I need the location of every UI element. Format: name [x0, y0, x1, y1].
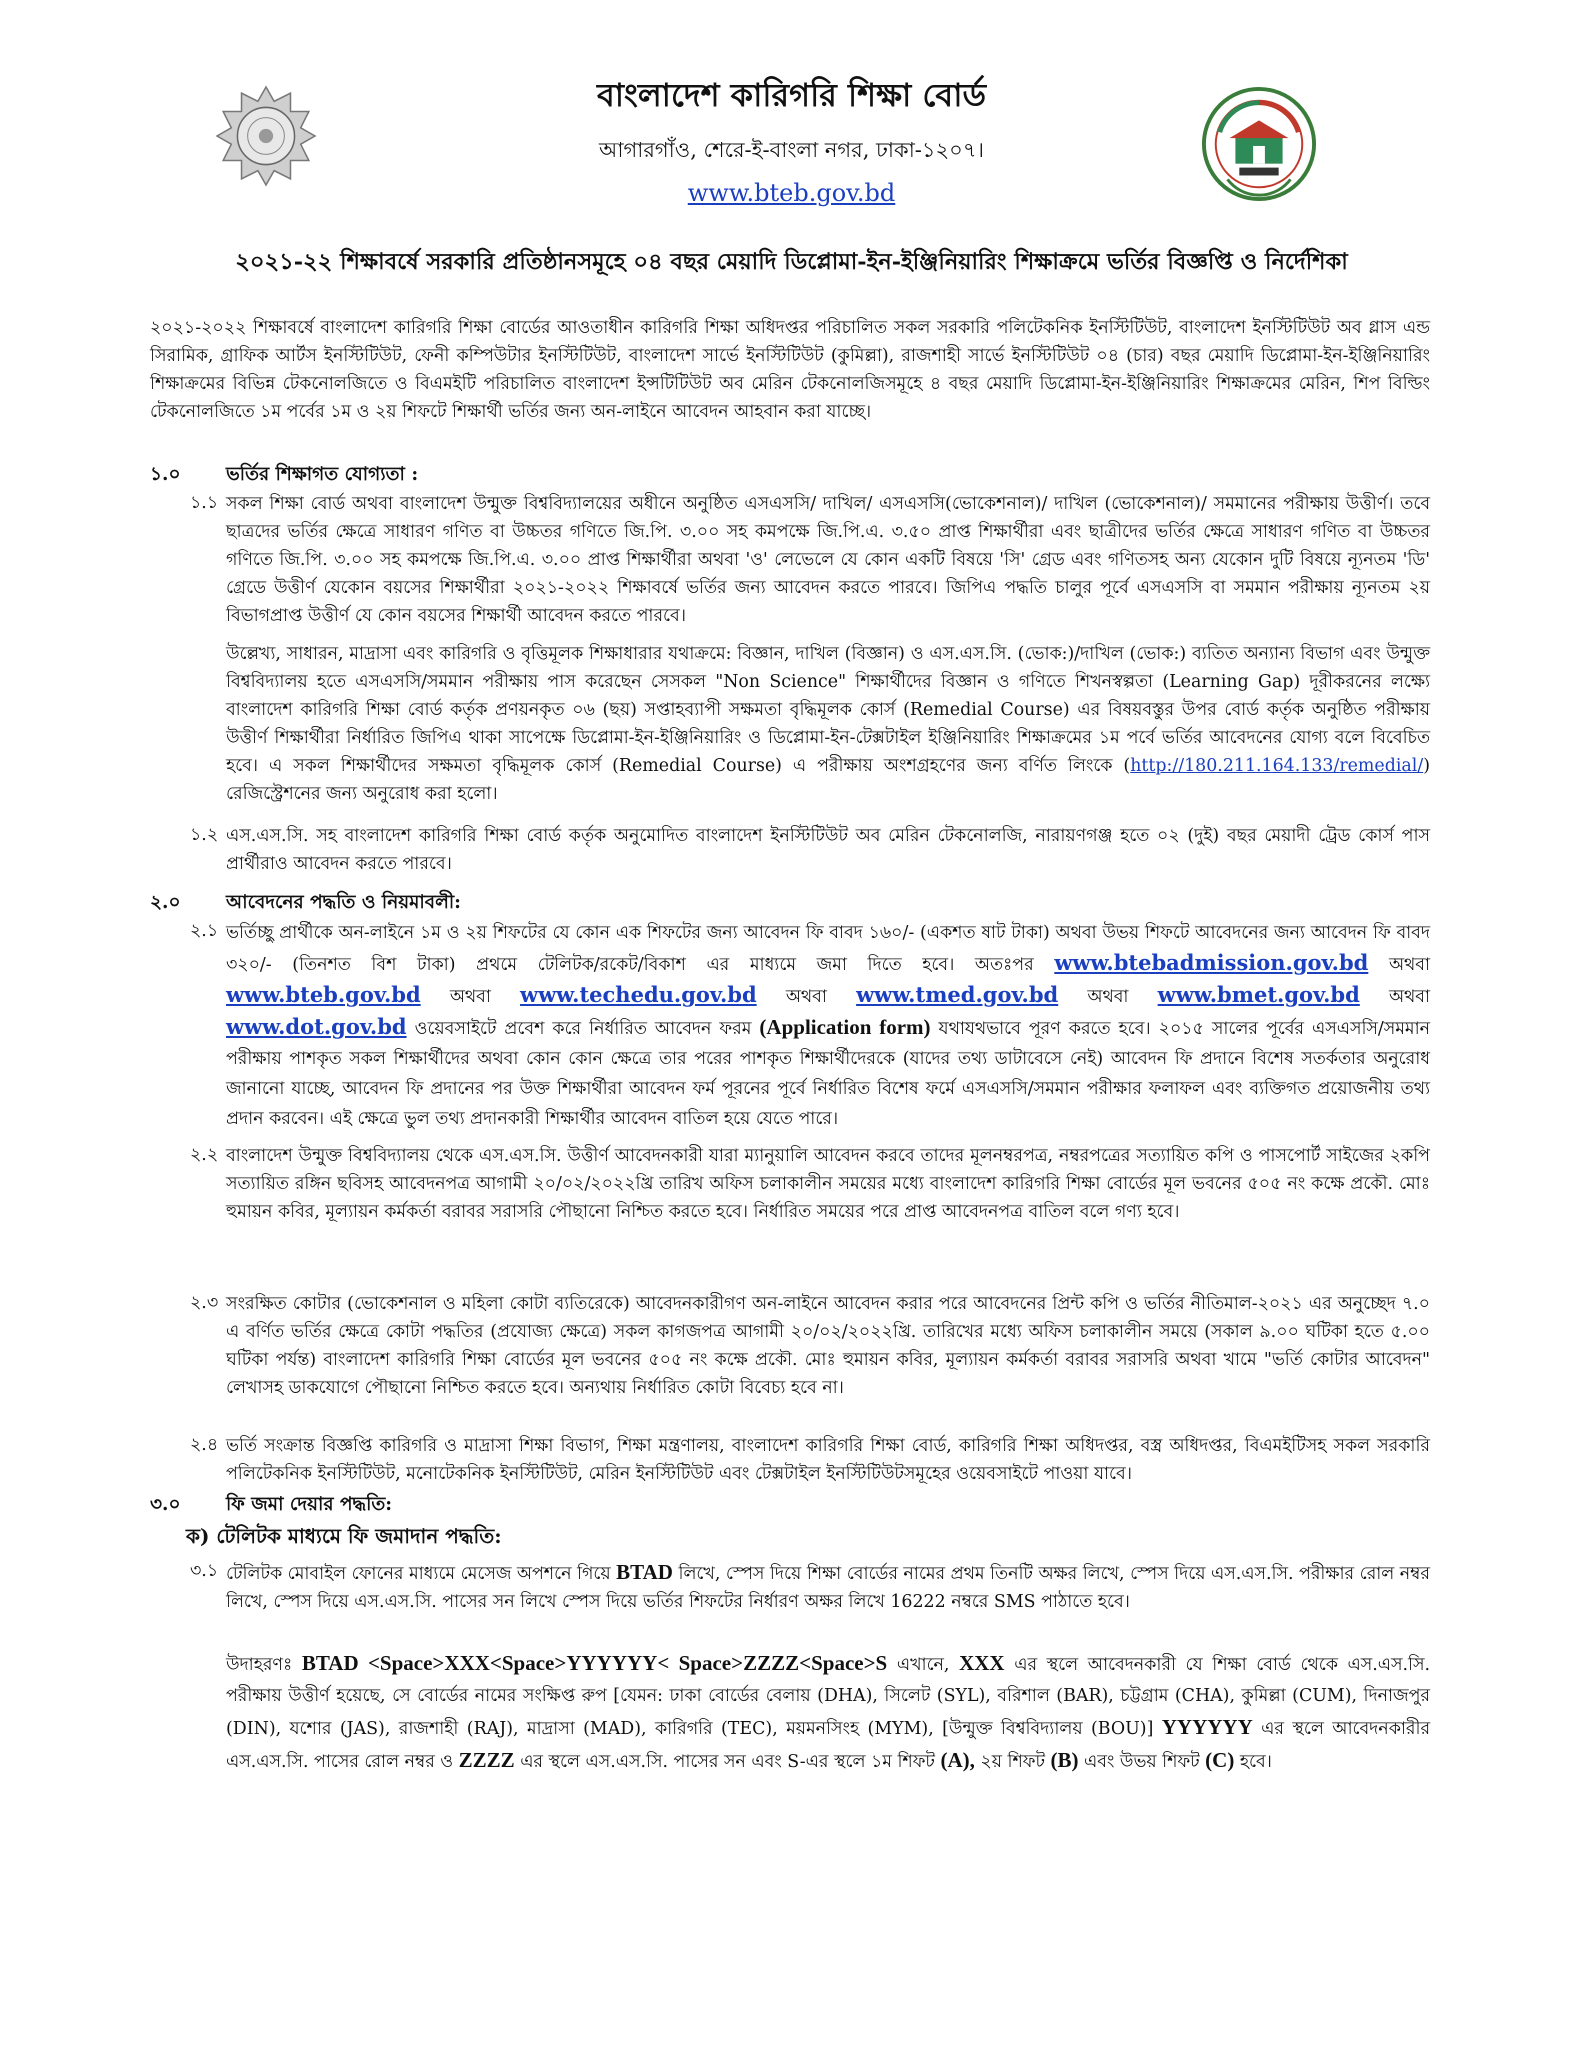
application-form-label: (Application form) — [759, 1015, 931, 1039]
clause-3-1-part2: লিখে, স্পেস দিয়ে শিক্ষা বোর্ডের নামের প্রথম তিনটি অক্ষর লিখে, স্পেস দিয়ে এস.এস.সি. পরীক্ষার রোল নম্বর লিখে, স্পেস দিয়ে এস.এস.সি. পাসের সন লিখে স্পেস দিয়ে ভর্তির শিফটের নির্ধারণ অক্ষর লিখে 16222 নম্বরে SMS পাঠাতে হবে। — [226, 1564, 1430, 1612]
clause-2-1-text — [226, 918, 1430, 1134]
clause-2-4-number: ২.৪ — [190, 1435, 219, 1455]
letterhead — [0, 70, 1583, 207]
bteb-link[interactable]: www.bteb.gov.bd — [226, 982, 421, 1007]
clause-2-1-part2: ওয়েবসাইটে প্রবেশ করে নির্ধারিত আবেদন ফরম — [414, 1019, 752, 1039]
or-text-2: অথবা — [449, 987, 491, 1007]
section-1-number: ১.০ — [150, 464, 181, 485]
bmet-link[interactable]: www.bmet.gov.bd — [1157, 982, 1360, 1007]
example-part1: এখানে, — [896, 1655, 950, 1675]
yyyyyy-code: YYYYYY — [1161, 1715, 1253, 1739]
clause-2-1-part3: যথাযথভাবে পূরণ করতে হবে। ২০১৫ সালের পূর্বের এসএসসি/সমমান পরীক্ষায় পাশকৃত সকল শিক্ষার্থীদের অথবা কোন কোন ক্ষেত্রে তার পরের পাশকৃত শিক্ষার্থীদেরকে (যাদের তথ্য ডাটাবেসে নেই) আবেদন ফি প্রদানে বিশেষ সতর্কতার অনুরোধ জানানো যাচ্ছে, আবেদন ফি প্রদানের পর উক্ত শিক্ষার্থীরা আবেদন ফর্ম পূরনের পূর্বে নির্ধারিত বিশেষ ফর্মে এসএসসি/সমমান পরীক্ষার ফলাফল এবং ব্যক্তিগত প্রয়োজনীয় তথ্য প্রদান করবেন। এই ক্ষেত্রে ভুল তথ্য প্রদানকারী শিক্ষার্থীর আবেদন বাতিল হয়ে যেতে পারে। — [226, 1019, 1430, 1129]
intro-paragraph: ২০২১-২০২২ শিক্ষাবর্ষে বাংলাদেশ কারিগরি শিক্ষা বোর্ডের আওতাধীন কারিগরি শিক্ষা অধিদপ্তর পরিচালিত সকল সরকারি পলিটেকনিক ইনস্টিটিউট, বাংলাদেশ ইনস্টিটিউট অব গ্লাস এন্ড সিরামিক, গ্রাফিক আর্টস ইনস্টিটিউট, ফেনী কম্পিউটার ইনস্টিটিউট, বাংলাদেশ সার্ভে ইনস্টিটিউট (কুমিল্লা), রাজশাহী সার্ভে ইনস্টিটিউট ০৪ (চার) বছর মেয়াদি ডিপ্লোমা-ইন-ইঞ্জিনিয়ারিং শিক্ষাক্রমের বিভিন্ন টেকনোলজিতে ও বিএমইটি পরিচালিত বাংলাদেশ ইন্সটিটিউট অব মেরিন টেকনোলজিসমূহে ৪ বছর মেয়াদি ডিপ্লোমা-ইন-ইঞ্জিনিয়ারিং শিক্ষাক্রমের মেরিন, শিপ বিল্ডিং টেকনোলজিতে ১ম পর্বের ১ম ও ২য় শিফটে শিক্ষার্থী ভর্তির জন্য অন-লাইনে আবেদন আহবান করা যাচ্ছে। — [150, 318, 1430, 422]
section-2-number: ২.০ — [150, 892, 181, 913]
example-part3: এর স্থলে আবেদনকারীর এস.এস.সি. পাসের রোল নম্বর ও — [226, 1719, 1431, 1772]
section-1-heading: ভর্তির শিক্ষাগত যোগ্যতা : — [226, 464, 419, 485]
example-part6: এবং উভয় শিফট — [1083, 1752, 1200, 1772]
clause-2-1-part1: ভর্তিচ্ছু প্রার্থীকে অন-লাইনে ১ম ও ২য় শিফটের যে কোন এক শিফটের জন্য আবেদন ফি বাবদ ১৬০/- (একশত ষাট টাকা) অথবা উভয় শিফটে আবেদনের জন্য আবেদন ফি বাবদ ৩২০/- (তিনশত বিশ টাকা) প্রথমে টেলিটক/রকেট/বিকাশ এর মাধ্যমে জমা দিতে হবে। অতঃপর — [226, 923, 1430, 975]
sub-section-a-heading: ক) টেলিটক মাধ্যমে ফি জমাদান পদ্ধতি: — [186, 1524, 502, 1548]
clause-3-1-number: ৩.১ — [190, 1561, 219, 1581]
example-label: উদাহরণঃ — [226, 1655, 293, 1675]
organization-address: আগারগাঁও, শেরে-ই-বাংলা নগর, ঢাকা-১২০৭। — [599, 138, 984, 162]
note-text-part2: ) রেজিস্ট্রেশনের জন্য অনুরোধ করা হলো। — [226, 756, 1430, 804]
clause-2-1-number: ২.১ — [190, 921, 219, 941]
sms-example — [226, 1648, 1430, 1778]
section-2-heading: আবেদনের পদ্ধতি ও নিয়মাবলী: — [226, 892, 461, 913]
clause-2-3-number: ২.৩ — [190, 1293, 219, 1313]
clause-1-2-text: এস.এস.সি. সহ বাংলাদেশ কারিগরি শিক্ষা বোর্ড কর্তৃক অনুমোদিত বাংলাদেশ ইনস্টিটিউট অব মেরিন টেকনোলজি, নারায়ণগঞ্জ হতে ০২ (দুই) বছর মেয়াদী ট্রেড কোর্স পাস প্রার্থীরাও আবেদন করতে পারবে। — [226, 826, 1430, 874]
techedu-link[interactable]: www.techedu.gov.bd — [520, 982, 757, 1007]
dot-link[interactable]: www.dot.gov.bd — [226, 1014, 407, 1039]
notice-title: ২০২১-২২ শিক্ষাবর্ষে সরকারি প্রতিষ্ঠানসমূহে ০৪ বছর মেয়াদি ডিপ্লোমা-ইন-ইঞ্জিনিয়ারিং শিক্ষাক্রমে ভর্তির বিজ্ঞপ্তি ও নির্দেশিকা — [235, 249, 1348, 275]
or-text-3: অথবা — [785, 987, 827, 1007]
example-part4: এর স্থলে এস.এস.সি. পাসের সন এবং S-এর স্থলে ১ম শিফট — [520, 1752, 935, 1772]
clause-1-1-text: সকল শিক্ষা বোর্ড অথবা বাংলাদেশ উন্মুক্ত বিশ্ববিদ্যালয়ের অধীনে অনুষ্ঠিত এসএসসি/ দাখিল/ এসএসসি(ভোকেশনাল)/ দাখিল (ভোকেশনাল)/ সমমানের পরীক্ষায় উত্তীর্ণ। তবে ছাত্রদের ভর্তির ক্ষেত্রে সাধারণ গণিত বা উচ্চতর গণিতে জি.পি. ৩.০০ সহ কমপক্ষে জি.পি.এ. ৩.৫০ প্রাপ্ত শিক্ষার্থীরা এবং ছাত্রীদের ভর্তির ক্ষেত্রে সাধারণ গণিত বা উচ্চতর গণিতে জি.পি. ৩.০০ সহ কমপক্ষে জি.পি.এ. ৩.০০ প্রাপ্ত শিক্ষার্থীরা অথবা 'ও' লেভেলে যে কোন একটি বিষয়ে 'সি' গ্রেড এবং গণিতসহ অন্য যেকোন দুটি বিষয়ে ন্যূনতম 'ডি' গ্রেডে উত্তীর্ণ যেকোন বয়সের শিক্ষার্থীরা ২০২১-২০২২ শিক্ষাবর্ষে ভর্তির জন্য আবেদন করতে পারবে। জিপিএ পদ্ধতি চালুর পূর্বে এসএসসি বা সমমান পরীক্ষায় ন্যূনতম ২য় বিভাগপ্রাপ্ত উত্তীর্ণ যে কোন বয়সের শিক্ষার্থী আবেদন করতে পারবে। — [226, 494, 1430, 626]
note-text-part1: উল্লেখ্য, সাধারন, মাদ্রাসা এবং কারিগরি ও বৃত্তিমূলক শিক্ষাধারার যথাক্রমে: বিজ্ঞান, দাখিল (বিজ্ঞান) ও এস.এস.সি. (ভোক:)/দাখিল (ভোক:) ব্যতিত অন্যান্য বিভাগ এবং উন্মুক্ত বিশ্ববিদ্যালয় হতে এসএসসি/সমমান পরীক্ষায় পাস করেছেন সেসকল "Non Science" শিক্ষার্থীদের বিজ্ঞান ও গণিতে শিখনস্বল্পতা (Learning Gap) দূরীকরনের লক্ষ্যে বাংলাদেশ কারিগরি শিক্ষা বোর্ড কর্তৃক প্রণয়নকৃত ০৬ (ছয়) সপ্তাহব্যাপী সক্ষমতা বৃদ্ধিমূলক কোর্স (Remedial Course) এর বিষয়বস্তুর উপর বোর্ড কর্তৃক অনুষ্ঠিত পরীক্ষায় উত্তীর্ণ শিক্ষার্থীরা নির্ধারিত জিপিএ থাকা সাপেক্ষে ডিপ্লোমা-ইন-ইঞ্জিনিয়ারিং ও ডিপ্লোমা-ইন-টেক্সটাইল ইঞ্জিনিয়ারিং শিক্ষাক্রমের ১ম পর্বে ভর্তির আবেদনের যোগ্য বলে বিবেচিত হবে। এ সকল শিক্ষার্থীদের সক্ষমতা বৃদ্ধিমূলক কোর্স (Remedial Course) এ পরীক্ষায় অংশগ্রহণের জন্য বর্ণিত লিংকে ( — [226, 644, 1430, 776]
or-text-1: অথবা — [1388, 955, 1430, 975]
clause-1-1-number: ১.১ — [190, 493, 219, 513]
btebadmission-link[interactable]: www.btebadmission.gov.bd — [1054, 950, 1369, 975]
clause-3-1-text — [226, 1558, 1430, 1616]
example-part7: হবে। — [1239, 1752, 1272, 1772]
btad-keyword: BTAD — [616, 1560, 673, 1584]
section-3-heading: ফি জমা দেয়ার পদ্ধতি: — [226, 1494, 393, 1515]
organization-name: বাংলাদেশ কারিগরি শিক্ষা বোর্ড — [596, 76, 987, 114]
example-part5: ২য় শিফট — [980, 1752, 1045, 1772]
shift-c-code: (C) — [1205, 1748, 1235, 1772]
tmed-link[interactable]: www.tmed.gov.bd — [856, 982, 1059, 1007]
xxx-code: XXX — [959, 1651, 1005, 1675]
clause-2-2-text: বাংলাদেশ উন্মুক্ত বিশ্ববিদ্যালয় থেকে এস.এস.সি. উত্তীর্ণ আবেদনকারী যারা ম্যানুয়ালি আবেদন করবে তাদের মূলনম্বরপত্র, নম্বরপত্রের সত্যায়িত কপি ও পাসপোর্ট সাইজের ২কপি সত্যায়িত রঙ্গিন ছবিসহ আবেদনপত্র আগামী ২০/০২/২০২২খ্রি তারিখ অফিস চলাকালীন সময়ের মধ্যে বাংলাদেশ কারিগরি শিক্ষা বোর্ডের মূল ভবনের ৫০৫ নং কক্ষে প্রকৌ. মোঃ হুমায়ন কবির, মূল্যায়ন কর্মকর্তা বরাবর সরাসরি পৌছানো নিশ্চিত করতে হবে। নির্ধারিত সময়ের পরে প্রাপ্ত আবেদনপত্র বাতিল বলে গণ্য হবে। — [226, 1146, 1430, 1222]
shift-a-code: (A), — [940, 1748, 975, 1772]
or-text-5: অথবা — [1388, 987, 1431, 1007]
shift-b-code: (B) — [1050, 1748, 1079, 1772]
clause-1-2-number: ১.২ — [190, 825, 219, 845]
sms-format: BTAD <Space>XXX<Space>YYYYYY< Space>ZZZZ<Space>S — [301, 1651, 888, 1675]
section-3-number: ৩.০ — [150, 1494, 181, 1515]
or-text-4: অথবা — [1087, 987, 1129, 1007]
clause-2-3-text: সংরক্ষিত কোটার (ভোকেশনাল ও মহিলা কোটা ব্যতিরেকে) আবেদনকারীগণ অন-লাইনে আবেদন করার পরে আবেদনের প্রিন্ট কপি ও ভর্তির নীতিমাল-২০২১ এর অনুচ্ছেদ ৭.০ এ বর্ণিত ভর্তির ক্ষেত্রে কোটা পদ্ধতির (প্রযোজ্য ক্ষেত্রে) সকল কাগজপত্র আগামী ২০/০২/২০২২খ্রি. তারিখের মধ্যে অফিস চলাকালীন সময়ে (সকাল ৯.০০ ঘটিকা হতে ৫.০০ ঘটিকা পর্যন্ত) বাংলাদেশ কারিগরি শিক্ষা বোর্ডের মূল ভবনের ৫০৫ নং কক্ষে প্রকৌ. মোঃ হুমায়ন কবির, মূল্যায়ন কর্মকর্তা বরাবর সরাসরি অথবা খামে "ভর্তি কোটার আবেদন" লেখাসহ ডাকযোগে পৌছানো নিশ্চিত করতে হবে। অন্যথায় নির্ধারিত কোটা বিবেচ্য হবে না। — [226, 1294, 1430, 1398]
clause-2-4-text: ভর্তি সংক্রান্ত বিজ্ঞপ্তি কারিগরি ও মাদ্রাসা শিক্ষা বিভাগ, শিক্ষা মন্ত্রণালয়, বাংলাদেশ কারিগরি শিক্ষা বোর্ড, কারিগরি শিক্ষা অধিদপ্তর, বস্ত্র অধিদপ্তর, বিএমইটিসহ সকল সরকারি পলিটেকনিক ইনস্টিটিউট, মনোটেকনিক ইনস্টিটিউট, মেরিন ইনস্টিটিউট এবং টেক্সটাইল ইনস্টিটিউটসমূহের ওয়েবসাইটে পাওয়া যাবে। — [226, 1436, 1430, 1484]
example-part2: এর স্থলে আবেদনকারী যে শিক্ষা বোর্ড থেকে এস.এস.সি. পরীক্ষায় উত্তীর্ণ হয়েছে, সে বোর্ডের নামের সংক্ষিপ্ত রুপ [যেমন: ঢাকা বোর্ডের বেলায় (DHA), সিলেট (SYL), বরিশাল (BAR), চট্টগ্রাম (CHA), কুমিল্লা (CUM), দিনাজপুর (DIN), যশোর (JAS), রাজশাহী (RAJ), মাদ্রাসা (MAD), কারিগরি (TEC), ময়মনসিংহ (MYM), [উন্মুক্ত বিশ্ববিদ্যালয় (BOU)] — [226, 1655, 1431, 1739]
clause-1-1-note — [226, 640, 1430, 808]
remedial-link[interactable]: http://180.211.164.133/remedial/ — [1130, 756, 1424, 776]
clause-3-1-part1: টেলিটক মোবাইল ফোনের মাধ্যমে মেসেজ অপশনে গিয়ে — [226, 1564, 611, 1584]
zzzz-code: ZZZZ — [458, 1748, 515, 1772]
clause-2-2-number: ২.২ — [190, 1145, 219, 1165]
website-link[interactable]: www.bteb.gov.bd — [687, 179, 896, 207]
